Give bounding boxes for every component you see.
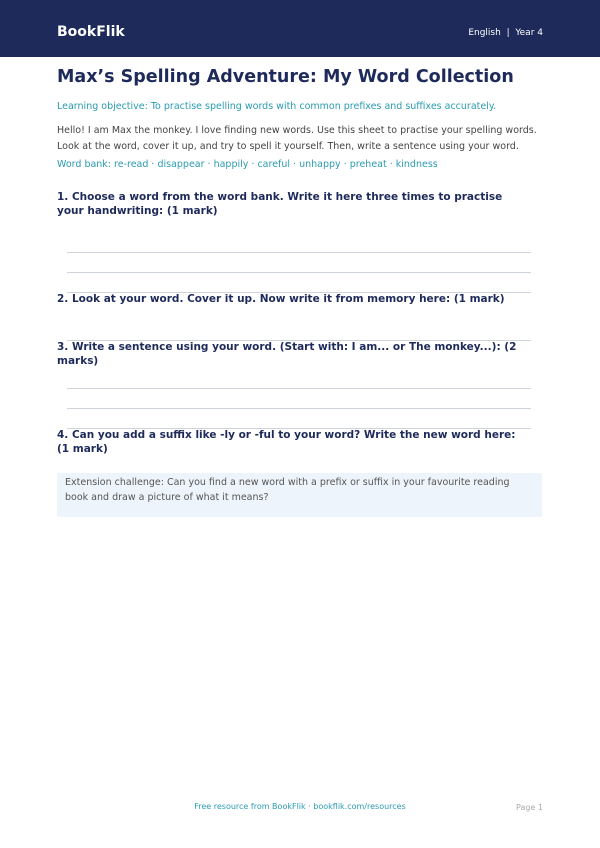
extension-box (57, 473, 542, 517)
answer-line[interactable] (67, 252, 531, 253)
header-bar (0, 0, 600, 57)
subject-year-label (468, 28, 543, 38)
brand-logo: BookFlik (57, 24, 125, 40)
learning-objective: Learning objective: To practise spelling words with common prefixes and suffixes accurately. (57, 101, 497, 112)
question-1: 1. Choose a word from the word bank. Write it here three times to practise your handwriting: (1 mark) (57, 191, 503, 217)
answer-line[interactable] (67, 408, 531, 409)
question-4: 4. Can you add a suffix like -ly or -ful to your word? Write the new word here: (1 mark) (57, 429, 516, 455)
footer-credit: Free resource from BookFlik · bookflik.com/resources (194, 802, 406, 811)
page-title: Max’s Spelling Adventure: My Word Collection (57, 67, 514, 87)
answer-line[interactable] (67, 272, 531, 273)
year-label: Year 4 (515, 28, 543, 38)
answer-line[interactable] (67, 388, 531, 389)
intro-text: Hello! I am Max the monkey. I love finding new words. Use this sheet to practise your spelling words. Look at the word, cover it up, and try to spell it yourself. Then, write a sentence using your word. (57, 125, 537, 152)
word-bank: Word bank: re-read · disappear · happily · careful · unhappy · preheat · kindness (57, 159, 438, 170)
extension-text: Extension challenge: Can you find a new word with a prefix or suffix in your favourite reading book and draw a picture of what it means? (65, 477, 510, 503)
question-3: 3. Write a sentence using your word. (Start with: I am... or The monkey...): (2 marks) (57, 341, 517, 367)
page-number: Page 1 (516, 803, 543, 812)
question-2: 2. Look at your word. Cover it up. Now write it from memory here: (1 mark) (57, 293, 505, 305)
separator: | (506, 28, 510, 38)
subject-label: English (468, 28, 501, 38)
